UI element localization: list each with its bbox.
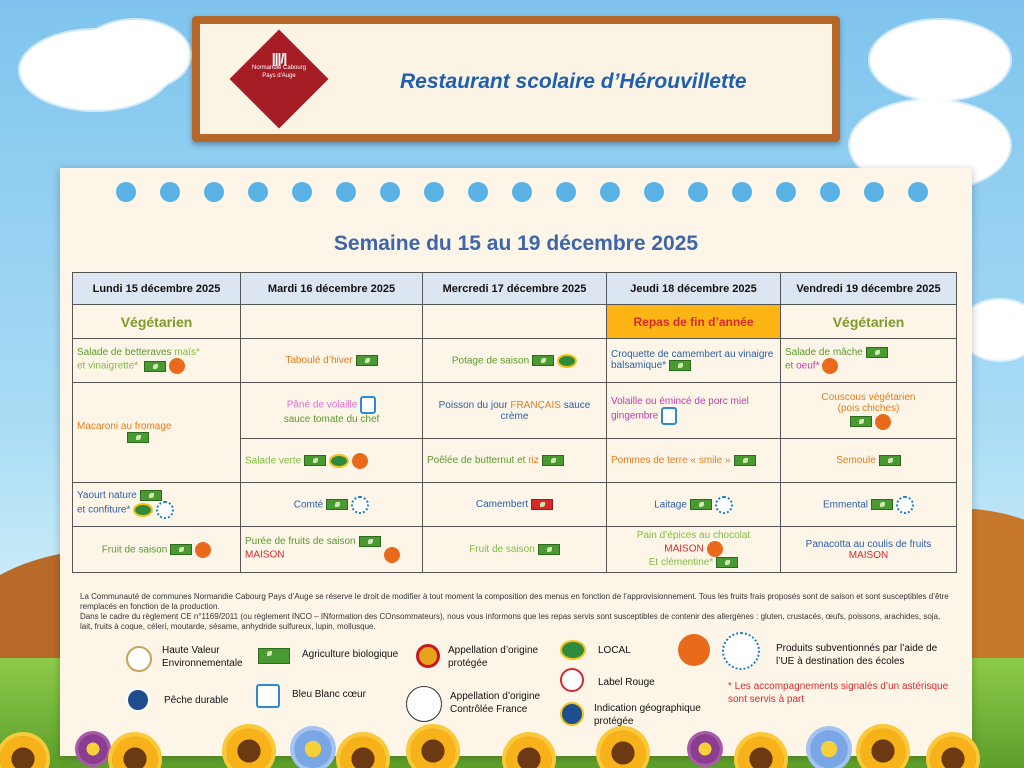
- legend-aop: Appellation d’origine protégée: [448, 645, 539, 669]
- category-cell: Repas de fin d’année: [607, 305, 781, 339]
- igp-icon: [560, 702, 584, 726]
- menu-cell: [781, 383, 957, 439]
- label-rouge-icon: [560, 668, 584, 692]
- disclaimer: [80, 592, 950, 632]
- bio-icon: [356, 355, 378, 366]
- flower: [294, 730, 332, 768]
- fruit-legend-icon: [678, 634, 710, 666]
- dish: Poêlée de butternut et: [427, 455, 526, 467]
- legend-peche: Pêche durable: [164, 695, 229, 706]
- dish: Yaourt nature: [77, 490, 137, 502]
- dish: Et clémentine*: [648, 557, 714, 569]
- binder-hole: [776, 182, 796, 202]
- bio-icon: [716, 557, 738, 568]
- dish: Potage de saison: [451, 355, 530, 367]
- label-rouge-icon: [531, 499, 553, 510]
- title-board: [192, 16, 840, 142]
- bleu-blanc-coeur-icon: [661, 407, 677, 425]
- bio-icon: [879, 455, 901, 466]
- binder-hole: [864, 182, 884, 202]
- dish: Comté: [293, 499, 324, 511]
- dish: Couscous végétarien: [821, 391, 916, 403]
- bio-icon: [127, 432, 149, 443]
- bio-icon: [170, 544, 192, 555]
- dish: Poisson du jour: [438, 399, 508, 411]
- binder-hole: [380, 182, 400, 202]
- dish: Macaroni au fromage: [77, 421, 172, 433]
- legend-label-rouge: Label Rouge: [598, 677, 655, 688]
- binder-hole: [248, 182, 268, 202]
- bio-icon: [144, 361, 166, 372]
- dish: Fruit de saison: [469, 544, 535, 556]
- bio-icon: [669, 360, 691, 371]
- hve-icon: [126, 646, 152, 672]
- day-header: Mercredi 17 décembre 2025: [423, 273, 607, 305]
- dish: Pâné de volaille: [286, 399, 358, 411]
- eu-school-icon: [722, 632, 760, 670]
- bio-icon: [538, 544, 560, 555]
- menu-cell: [423, 339, 607, 383]
- asterisk-note: * Les accompagnements signalés d’un astérisque sont servis à part: [728, 681, 949, 705]
- main-row: [73, 383, 957, 439]
- category-cell: Végétarien: [73, 305, 241, 339]
- menu-cell: [73, 383, 241, 483]
- dish: Pain d’épices au chocolat: [636, 530, 751, 542]
- dish: FRANÇAIS: [510, 399, 561, 411]
- binder-hole: [556, 182, 576, 202]
- week-title: Semaine du 15 au 19 décembre 2025: [333, 232, 699, 255]
- logo-text: Normandie Cabourg Pays d'Auge: [251, 65, 307, 79]
- menu-cell: [607, 383, 781, 439]
- binder-hole: [908, 182, 928, 202]
- menu-cell: [607, 527, 781, 573]
- menu-cell: [241, 383, 423, 439]
- dish: (pois chiches): [837, 402, 900, 414]
- day-header: Lundi 15 décembre 2025: [73, 273, 241, 305]
- menu-cell: [607, 483, 781, 527]
- binder-hole: [512, 182, 532, 202]
- dish: et confiture*: [77, 504, 131, 516]
- fruit-icon: [707, 541, 723, 557]
- dish: Camembert: [475, 499, 529, 511]
- eu-school-icon: [156, 501, 174, 519]
- dish: riz: [528, 455, 539, 467]
- binder-hole: [600, 182, 620, 202]
- dish: oeuf*: [796, 360, 820, 372]
- aoc-icon: [406, 686, 442, 722]
- bio-icon: [258, 648, 290, 664]
- fruit-icon: [875, 414, 891, 430]
- dish: Laitage: [654, 499, 687, 511]
- bio-icon: [359, 536, 381, 547]
- bio-icon: [866, 347, 888, 358]
- bio-icon: [326, 499, 348, 510]
- binder-hole: [292, 182, 312, 202]
- category-cell: Végétarien: [781, 305, 957, 339]
- fruit-icon: [822, 358, 838, 374]
- menu-cell: [423, 383, 607, 439]
- menu-cell: [781, 527, 957, 573]
- cloud: [80, 20, 190, 90]
- sunflower: [410, 728, 456, 768]
- bio-icon: [140, 490, 162, 501]
- category-cell: [241, 305, 423, 339]
- local-icon: [329, 454, 349, 468]
- category-row: [73, 305, 957, 339]
- menu-cell: [241, 527, 423, 573]
- binder-hole: [424, 182, 444, 202]
- eu-school-icon: [715, 496, 733, 514]
- dish: Semoule: [836, 455, 876, 467]
- sunflower: [860, 728, 906, 768]
- sunflower: [226, 728, 272, 768]
- legend-bio: Agriculture biologique: [302, 649, 399, 660]
- menu-cell: [73, 483, 241, 527]
- flower: [690, 734, 720, 764]
- binder-hole: [644, 182, 664, 202]
- dessert-row: [73, 527, 957, 573]
- binder-hole: [336, 182, 356, 202]
- dish: Purée de fruits de saison: [245, 536, 356, 548]
- dish: Croquette de camembert au vinaigre: [611, 349, 774, 361]
- bio-icon: [690, 499, 712, 510]
- flower: [78, 734, 108, 764]
- category-cell: [423, 305, 607, 339]
- dish: MAISON: [664, 544, 704, 556]
- menu-cell: [781, 339, 957, 383]
- legend-ue: Produits subventionnés par l’aide de l’UE à destination des écoles: [776, 643, 938, 667]
- menu-table: [72, 272, 957, 573]
- binder-hole: [468, 182, 488, 202]
- logo-mark: |||/|: [271, 50, 287, 66]
- dish: sauce tomate du chef: [283, 414, 380, 425]
- menu-cell: [607, 439, 781, 483]
- legend-aoc: Appellation d’origine Contrôlée France: [450, 691, 541, 715]
- binder-hole: [688, 182, 708, 202]
- binder-hole: [732, 182, 752, 202]
- day-header: Jeudi 18 décembre 2025: [607, 273, 781, 305]
- day-header: Mardi 16 décembre 2025: [241, 273, 423, 305]
- dish: et vinaigrette*: [77, 360, 139, 372]
- fruit-icon: [195, 542, 211, 558]
- menu-cell: [423, 527, 607, 573]
- dish: Salade verte: [245, 455, 302, 467]
- fruit-icon: [352, 453, 368, 469]
- dish: Salade de betteraves: [77, 347, 172, 358]
- disclaimer-text: La Communauté de communes Normandie Cabourg Pays d’Auge se réserve le droit de modifier à tout moment la composition des menus en fonction de l’approvisionnement. Tous les fruits frais proposés sont de saison et sont susceptibles d’être remplacés en fonction de la production.: [80, 592, 949, 611]
- aop-icon: [416, 644, 440, 668]
- menu-cell: [423, 483, 607, 527]
- menu-cell: [607, 339, 781, 383]
- binder-hole: [160, 182, 180, 202]
- fruit-icon: [384, 547, 400, 563]
- page-title: Restaurant scolaire d’Hérouvillette: [400, 70, 747, 93]
- day-header: Vendredi 19 décembre 2025: [781, 273, 957, 305]
- menu-cell: [241, 439, 423, 483]
- allergen-text: Dans le cadre du règlement CE n°1169/2011 (ou règlement INCO – INformation des COnsommateurs), nous vous informons que les repas servis sont susceptibles de contenir des allergènes : gluten, crustacés, œufs, poissons, arachides, soja, lait, fruits à coque, céleri, moutarde, sésame, anhydride sulfureux, lupin, mollusque.: [80, 612, 941, 631]
- binder-hole: [204, 182, 224, 202]
- starter-row: [73, 339, 957, 383]
- flower: [810, 730, 848, 768]
- bio-icon: [532, 355, 554, 366]
- dish: Taboulé d’hiver: [285, 355, 353, 367]
- dish: Volaille ou émincé de porc miel: [611, 396, 749, 407]
- dish: Fruit de saison: [101, 544, 168, 556]
- eu-school-icon: [351, 496, 369, 514]
- bio-icon: [850, 416, 872, 427]
- cloud: [870, 20, 1010, 100]
- sunflower: [600, 730, 646, 768]
- dish: Panacotta au coulis de fruits: [805, 538, 932, 550]
- bleu-blanc-coeur-icon: [256, 684, 280, 708]
- menu-cell: [241, 339, 423, 383]
- legend-bbc: Bleu Blanc cœur: [292, 689, 366, 700]
- dairy-row: [73, 483, 957, 527]
- bio-icon: [304, 455, 326, 466]
- binder-hole: [820, 182, 840, 202]
- binder-hole: [116, 182, 136, 202]
- menu-sheet: [60, 168, 972, 756]
- menu-cell: [73, 339, 241, 383]
- menu-cell: [241, 483, 423, 527]
- dish: maïs*: [174, 347, 200, 358]
- bleu-blanc-coeur-icon: [360, 396, 376, 414]
- dish: balsamique*: [611, 360, 667, 372]
- dish: MAISON: [848, 549, 889, 561]
- peche-durable-icon: [126, 688, 150, 712]
- local-icon: [557, 354, 577, 368]
- local-icon: [560, 640, 586, 660]
- bio-icon: [542, 455, 564, 466]
- bio-icon: [734, 455, 756, 466]
- dish: Pommes de terre « smile »: [611, 455, 731, 467]
- dish: sauce crème: [500, 399, 591, 422]
- dish: MAISON: [245, 549, 285, 561]
- legend-local: LOCAL: [598, 645, 631, 656]
- eu-school-icon: [896, 496, 914, 514]
- menu-cell: [781, 439, 957, 483]
- dish: Salade de mâche: [785, 347, 863, 359]
- fruit-icon: [169, 358, 185, 374]
- menu-cell: [781, 483, 957, 527]
- legend-hve: Haute Valeur Environnementale: [162, 645, 243, 669]
- local-icon: [133, 503, 153, 517]
- bio-icon: [871, 499, 893, 510]
- menu-cell: [73, 527, 241, 573]
- dish: gingembre: [611, 410, 659, 422]
- dish: et: [785, 360, 794, 372]
- table-header-row: [73, 273, 957, 305]
- legend-igp: Indication géographique protégée: [594, 703, 701, 727]
- dish: Emmental: [822, 499, 868, 511]
- menu-cell: [423, 439, 607, 483]
